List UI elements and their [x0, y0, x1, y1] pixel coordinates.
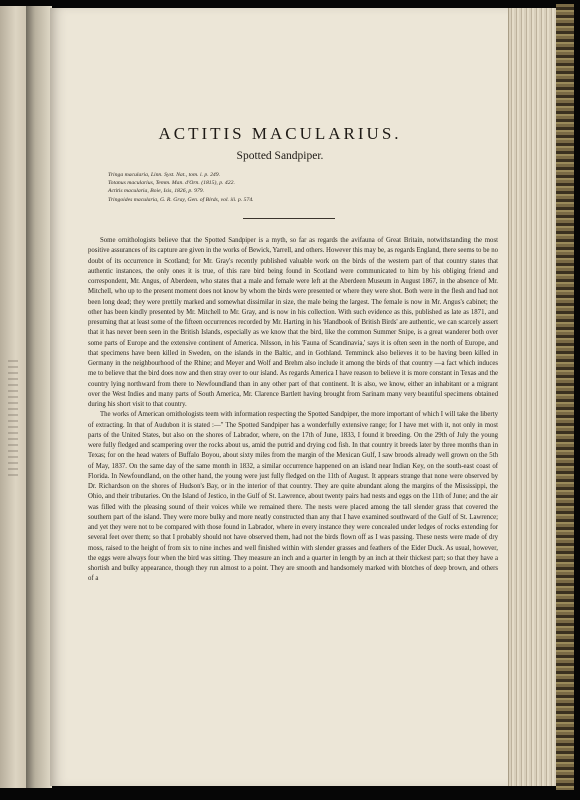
body-text [88, 236, 498, 585]
synonym-line: Totanus macularius, Temm. Man. d'Orn. (1815), p. 422. [108, 180, 235, 187]
facing-page-edge [0, 6, 27, 788]
page-title: ACTITIS MACULARIUS. [158, 124, 402, 143]
facing-page-text [8, 356, 18, 476]
book-gutter [26, 6, 52, 788]
section-rule [243, 218, 335, 219]
synonymy-list [108, 171, 488, 204]
page-subtitle: Spotted Sandpiper. [236, 150, 324, 162]
synonym-line: Tringa macularia, Linn. Syst. Nat., tom. i. p. 249. [108, 172, 221, 178]
synonym-line: Tringoides macularia, G. R. Gray, Gen. of Birds, vol. iii. p. 574. [108, 196, 254, 203]
cover-edge [556, 4, 574, 790]
paragraph: The works of American ornithologists teem with information respecting the Spotted Sandpiper, the more important of which I will take the liberty of extracting. In that of Audubon it is stated :—" The Spotted Sandpiper has a wonderfully extensive range; for I have met with it, not only in most parts of the United States, but also on the shores of Labrador, where, on the 17th of June, 1833, I found it breeding. On the 29th of July the young were fully fledged and scampering over the rocks about us, amid the putrid and drying cod fish. In that country it breeds later by three months than in Texas; for on the head waters of Buffalo Boyou, about sixty miles from the margin of the Mexican Gulf, I saw broods already well grown on the 5th of May, 1837. On the same day of the same month in 1832, a similar occurrence happened on an island near Indian Key, on the south-east coast of Florida. In Newfoundland, on the other hand, the young were just fully fledged on the 11th of August. It appears strange that none were observed by Dr. Richardson on the shores of Hudson's Bay, or in the interior of that country. They are quite abundant along the margins of the Mississippi, the Ohio, and their tributaries. On the Island of Jestico, in the Gulf of St. Lawrence, about twenty pairs had nests and eggs on the 11th of June; and the air was filled with the pleasing sound of their voices while we remained there. The nests were placed among the tall slender grass that covered the southern part of the island. They were more bulky and more neatly constructed than any that I have examined southward of the Gulf of St. Lawrence; and yet they were not to be compared with those found in Labrador, where in every instance they were concealed under ledges of rocks extending for several feet over them; so that I probably should not have observed them, had not the birds flown off as I was passing. These nests were made of dry moss, raised to the height of from six to nine inches and well finished within with slender grasses and feathers of the Eider Duck. As usual, however, the eggs were always four when the bird was sitting. They measure an inch and a quarter in length by an inch at their thickest part; so that they have a shortish and bulky appearance, though they run almost to a point. They are smooth and handsomely marked with blotches of deep brown, and others of a [88, 411, 498, 583]
synonym-line: Actitis macularia, Boie, Isis, 1826, p. 979. [108, 188, 205, 195]
paragraph: Some ornithologists believe that the Spotted Sandpiper is a myth, so far as regards the avifauna of Great Britain, notwithstanding the most positive assurances of its capture are given in the works of Bewick, Yarrell, and others. However this may be, as regards England, there seems to be no doubt of its occurrence in Scotland; for Mr. Gray's recently published valuable work on the birds of the western part of that country states that authentic instances, the only ones it is true, of this rare bird being found in Scotland were communicated to him by his obliging friend and correspondent, Mr. Angus, of Aberdeen, who states that a male and female were left at the Aberdeen Museum in August 1867, in the absence of Mr. Mitchell, who up to the present moment does not know by whom the birds were presented or where they were shot. Both were in the flesh and had not been long dead; they were prettily marked and somewhat dissimilar in size, the male being the largest. The female is now in Mr. Angus's cabinet; the other has been kindly presented by Mr. Mitchell to Mr. Gray, and is now in his collection. With such evidence as this, published as late as 1871, and presuming that at least some of the fifteen occurrences recorded by Mr. Harting in his 'Handbook of British Birds' are authentic, we can scarcely assert that it has never been seen in the British Islands, especially as we know that the bird, like the common Summer Snipe, is a great wanderer both over some parts of Europe and the extensive continent of America. Nilsson, in his 'Fauna of Scandinavia,' says it is often seen in the north of Europe, and that specimens have been killed in Sweden, on the islands in the Baltic, and in Gothland. Temminck also believes it to be having been killed in Germany in the neighbourhood of the Rhine; and Meyer and Wolf and Brehm also include it among the birds of that country —a fact which induces me to believe that the bird does now and then stray over to our island. As regards America I have reason to believe it is more constant in Texas and the country lying northward from there to Newfoundland than in any other part of that continent. It is also, we know, either an inhabitant or a migrant over the West Indies and many parts of South America, Mr. Clarence Bartlett having brought from Sarinam many very beautiful specimens obtained during his short visit to that country. [88, 237, 498, 408]
page-fore-edge [508, 8, 559, 786]
